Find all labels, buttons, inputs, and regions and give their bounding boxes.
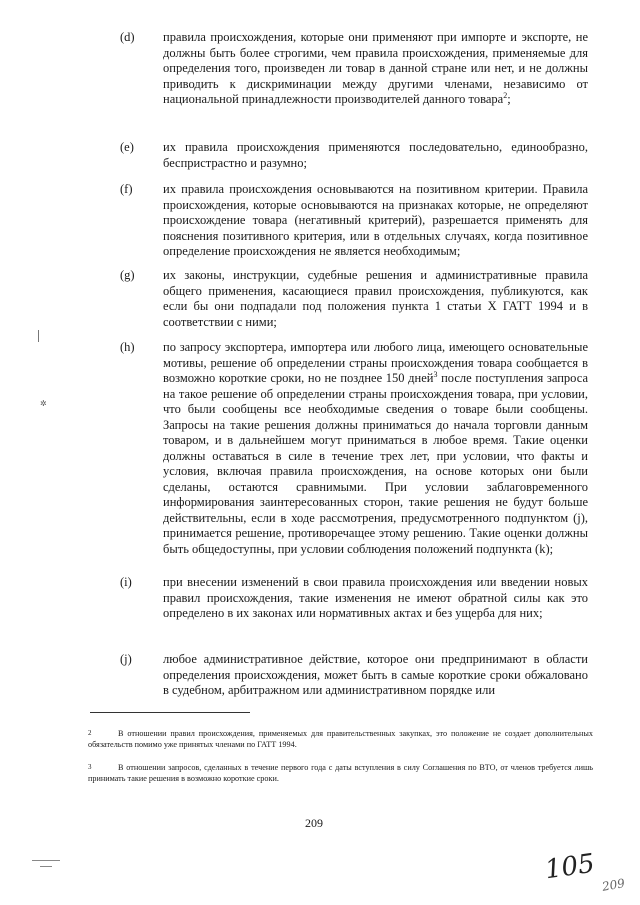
footnote-ref: 2 (503, 90, 508, 100)
item-text: любое административное действие, которое они предпринимают в области определения происхождения, может быть в самые короткие сроки обжаловано в судебном, арбитражном или административном порядке или (163, 652, 588, 697)
item-text: их правила происхождения основываются на позитивном критерии. Правила происхождения, которые основываются на признаках которые, не определяют происхождение товара (негативный критерий), разрешается применять для пояснения позитивного критерия, или в отдельных случаях, когда позитивное определение происхождения не является необходимым; (163, 182, 588, 258)
stamp-number: 209 (600, 876, 626, 894)
footnote-text: В отношении правил происхождения, применяемых для правительственных закупках, это положение не создает дополнительных обязательств помимо уже принятых членами по ГАТТ 1994. (88, 729, 593, 749)
item-marker: (f) (120, 182, 133, 196)
footnote-ref: 3 (433, 369, 438, 379)
item-marker: (i) (120, 575, 132, 589)
item-text: по запросу экспортера, импортера или любого лица, имеющего основательные мотивы, решение об определении страны происхождения товара сообщается в возможно короткие сроки, но не позднее 150 дней$^3$ после поступления запроса на такое решение об определении страны происхождения товара, при условии, что были сообщены все необходимые сведения о товаре были сообщены. Запросы на такие решения должны приниматься до начала торговли данным товаром, и в дальнейшем могут приниматься в любое время. Такие оценки должны оставаться в силе в течение трех лет, при условии, что факты и условия, включая правила происхождения, на основе которых они были сделаны, остаются сравнимыми. При условии заблаговременного информирования заинтересованных сторон, такие решения не будут больше действительны, если в ходе рассмотрения, предусмотренного подпунктом (j), принимается решение, противоречащее этому решению. Такие оценки должны быть общедоступны, при условии соблюдения положений подпункта (k); (163, 340, 588, 556)
item-marker: (j) (120, 652, 132, 666)
footnote-text: В отношении запросов, сделанных в течение первого года с даты вступления в силу Соглашения по ВТО, от членов требуется лишь принимать такие решения в возможно короткие сроки. (88, 763, 593, 783)
scan-speck-icon: ✲ (40, 399, 47, 408)
footnote-3 (88, 762, 593, 784)
handwritten-folio-number: 105 (543, 848, 597, 886)
item-marker: (e) (120, 140, 134, 154)
footnote-number: 3 (88, 763, 92, 771)
footnote-number: 2 (88, 729, 92, 737)
page-number: 209 (305, 816, 323, 830)
scan-mark (40, 866, 52, 867)
item-marker: (g) (120, 268, 135, 282)
item-marker: (d) (120, 30, 135, 44)
item-text: при внесении изменений в свои правила происхождения или введении новых правил происхождения, такие изменения не имеют обратной силы как это определено в их законах или нормативных актах и без ущерба для них; (163, 575, 588, 620)
item-text: правила происхождения, которые они применяют при импорте и экспорте, не должны быть более строгими, чем правила происхождения, применяемые для определения того, произведен ли товар в данной стране или нет, и не должны приводить к дискриминации между другими членами, независимо от национальной принадлежности производителей данного товара$^2$; (163, 30, 588, 106)
scan-mark (38, 330, 39, 342)
footnote-separator (90, 712, 250, 713)
scan-mark (32, 860, 60, 861)
item-marker: (h) (120, 340, 135, 354)
item-text: их законы, инструкции, судебные решения и административные правила общего применения, касающиеся правил происхождения, публикуются, как если бы они подпадали под положения пункта 1 статьи X ГАТТ 1994 и в соответствии с ними; (163, 268, 588, 329)
item-text: их правила происхождения применяются последовательно, единообразно, беспристрастно и разумно; (163, 140, 588, 170)
footnote-2 (88, 728, 593, 750)
